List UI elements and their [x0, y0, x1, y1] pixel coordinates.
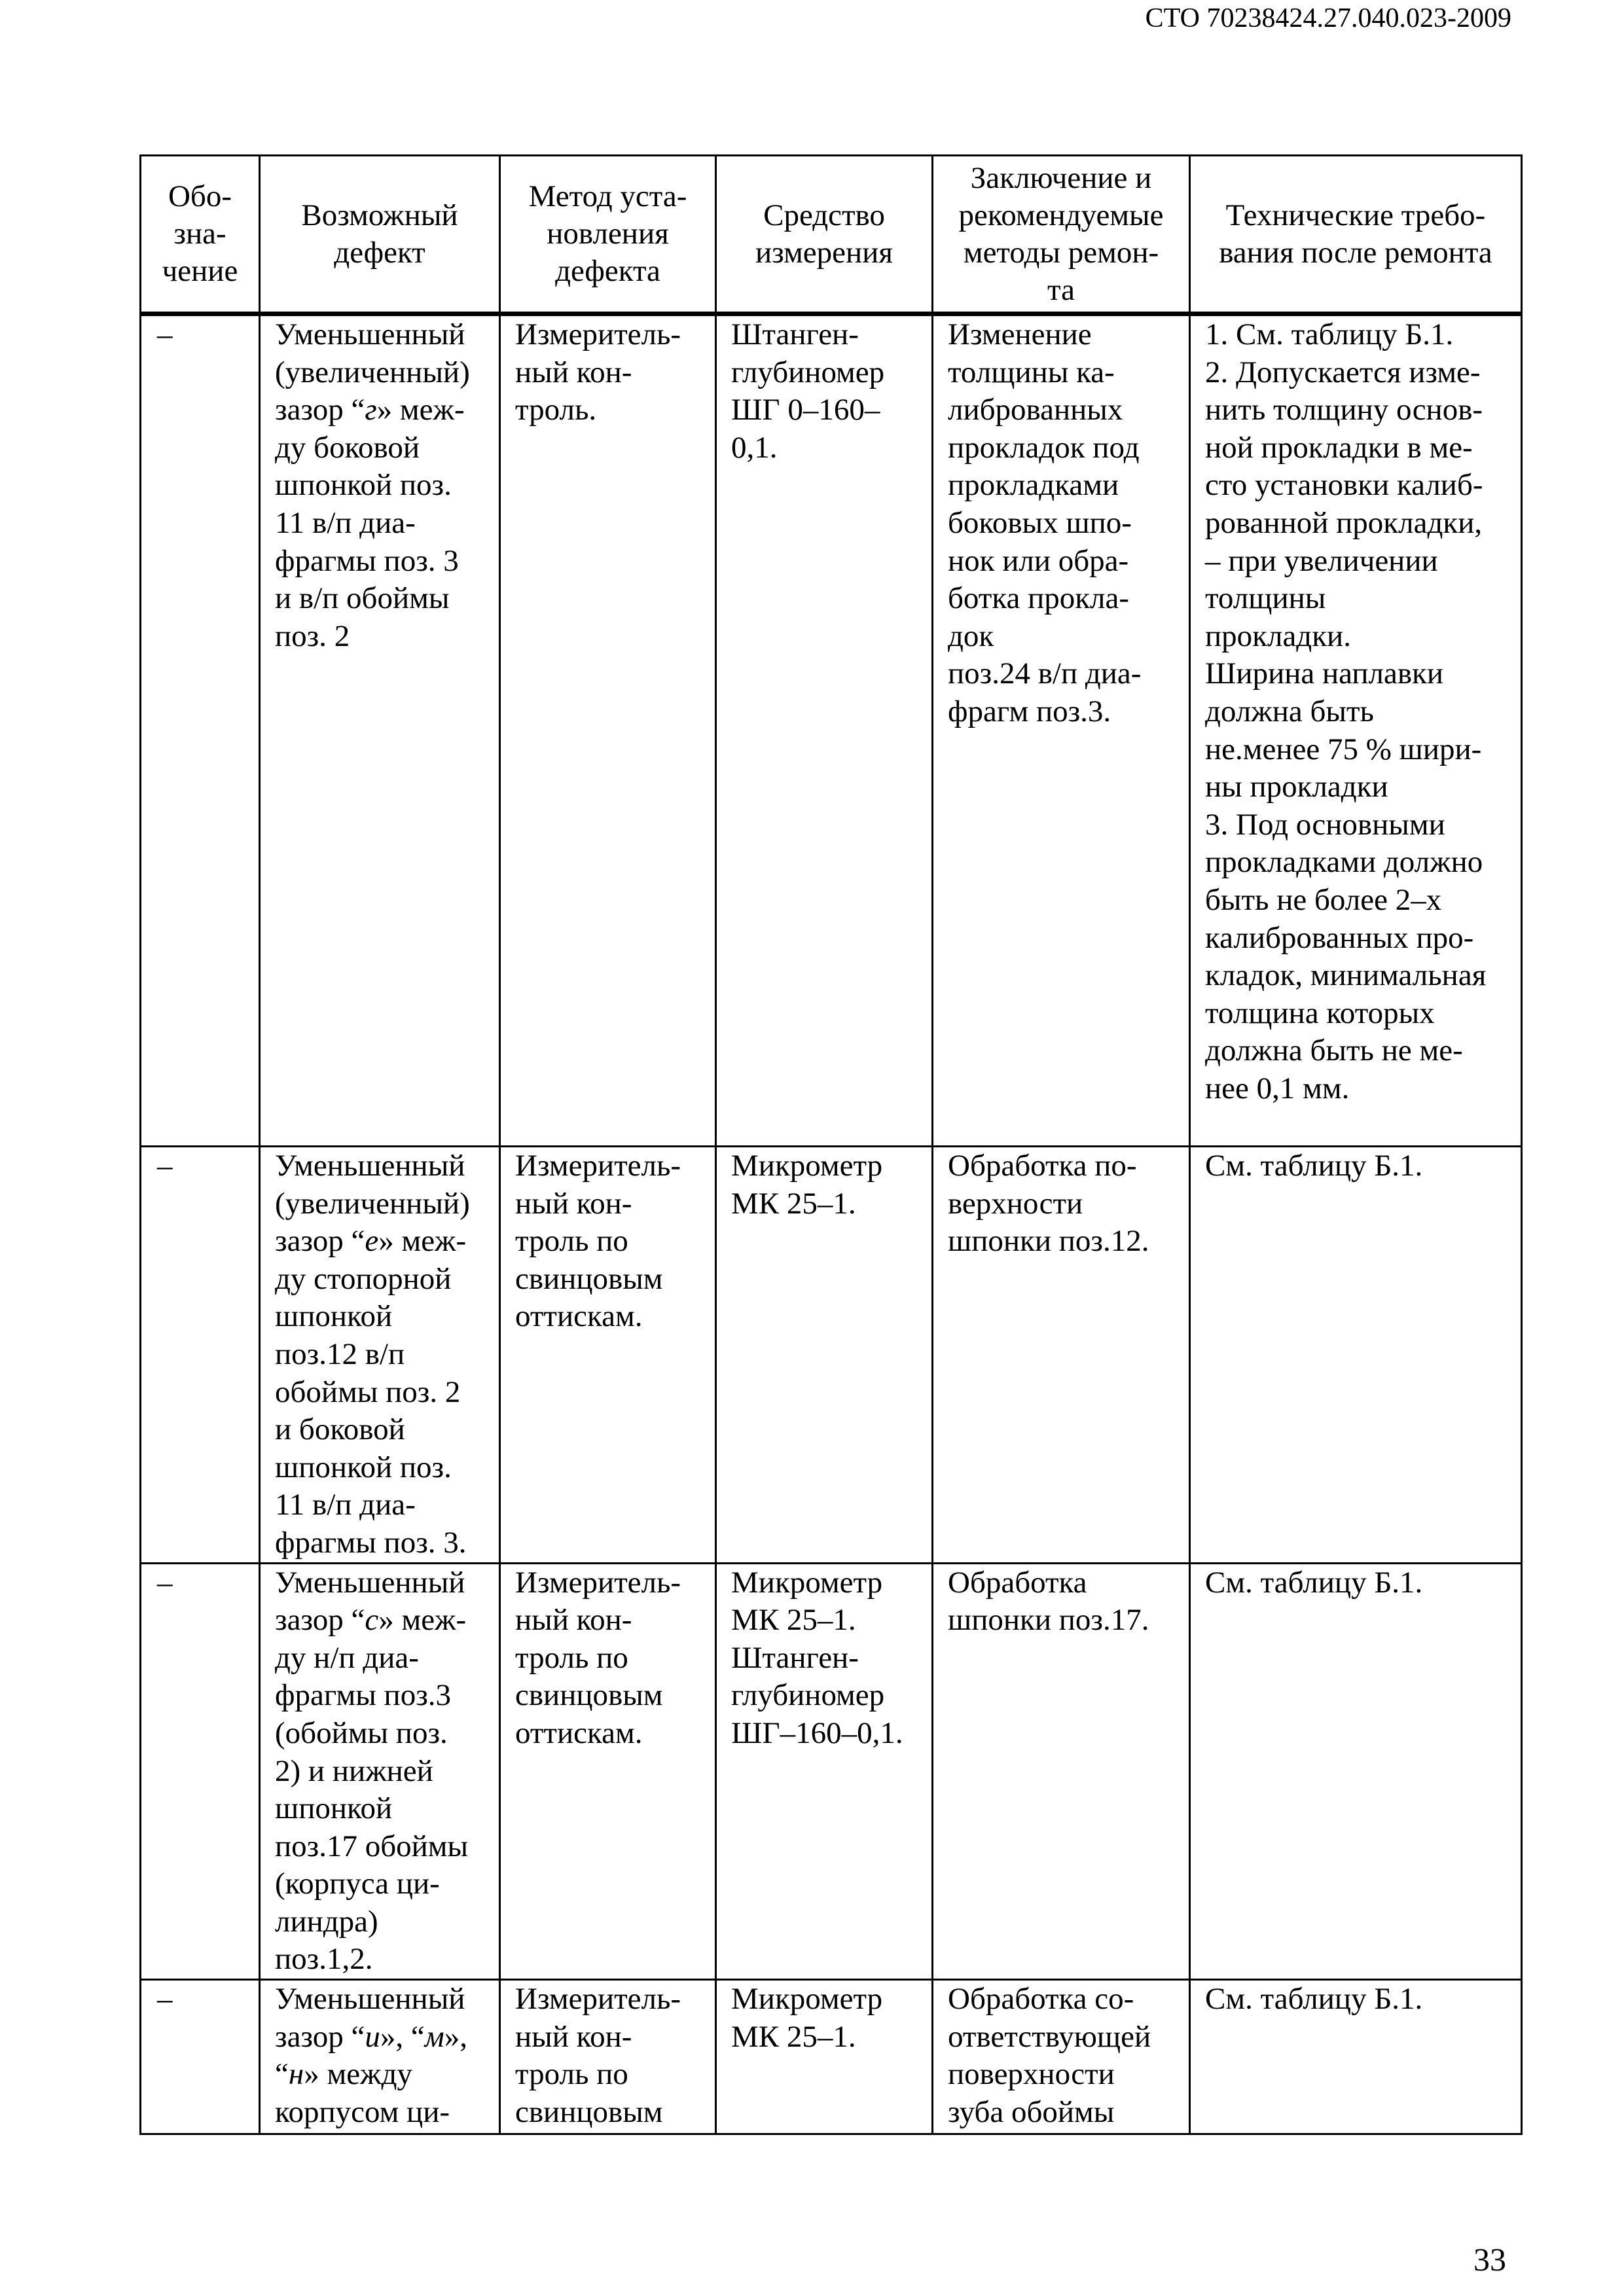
document-code: СТО 70238424.27.040.023-2009 — [1145, 3, 1511, 33]
page-number: 33 — [1473, 2241, 1506, 2278]
table-row — [141, 1980, 1522, 2134]
column-header-method: Метод уста- новления дефекта — [500, 156, 716, 314]
cell-conclusion: Обработка шпонки поз.17. — [933, 1563, 1190, 1980]
cell-designation: – — [141, 1563, 260, 1980]
cell-method: Измеритель- ный кон- троль по свинцовым оттискам. — [500, 1147, 716, 1564]
column-header-instrument: Средство измерения — [716, 156, 933, 314]
gap-letter: с — [365, 1603, 379, 1638]
cell-defect: Уменьшенный (увеличенный) зазор “г» меж- ду боковой шпонкой поз. 11 в/п диа- фрагмы поз. 3 и в/п обоймы поз. 2 — [260, 314, 500, 1147]
gap-letter: м — [424, 2019, 444, 2054]
cell-conclusion: Изменение толщины ка- либрованных прокладок под прокладками боковых шпо- нок или обра- ботка проклa- док поз.24 в/п диа- фрагм поз.3. — [933, 314, 1190, 1147]
cell-requirements: См. таблицу Б.1. — [1190, 1980, 1522, 2134]
cell-requirements: См. таблицу Б.1. — [1190, 1147, 1522, 1564]
table-row — [141, 314, 1522, 1147]
cell-conclusion: Обработка по- верхности шпонки поз.12. — [933, 1147, 1190, 1564]
gap-letter: е — [365, 1224, 379, 1259]
cell-method: Измеритель- ный кон- троль. — [500, 314, 716, 1147]
column-header-conclusion: Заключение и рекомендуемые методы ремон- та — [933, 156, 1190, 314]
table-row — [141, 1147, 1522, 1564]
cell-instrument: Микрометр МК 25–1. — [716, 1147, 933, 1564]
cell-designation: – — [141, 314, 260, 1147]
gap-letter: н — [288, 2057, 304, 2092]
cell-defect: Уменьшенный зазор “и», “м», “н» между корпусом ци- — [260, 1980, 500, 2134]
cell-requirements: 1. См. таблицу Б.1. 2. Допускается изме- нить толщину основ- ной прокладки в ме- сто установки калиб- рованной прокладки, – при увеличении толщины прокладки. Ширина наплавки должна быть не.менее 75 % шири- ны прокладки 3. Под основными прокладками должно быть не более 2–х калиброванных про- кладок, минимальная толщина которых должна быть не ме- нее 0,1 мм. — [1190, 314, 1522, 1147]
cell-method: Измеритель- ный кон- троль по свинцовым оттискам. — [500, 1563, 716, 1980]
column-header-designation: Обо- зна- чение — [141, 156, 260, 314]
gap-letter: и — [365, 2019, 380, 2054]
cell-defect: Уменьшенный зазор “с» меж- ду н/п диа- фрагмы поз.3 (обоймы поз. 2) и нижней шпонкой поз.17 обоймы (корпуса ци- линдра) поз.1,2. — [260, 1563, 500, 1980]
cell-designation: – — [141, 1147, 260, 1564]
gap-letter: г — [365, 393, 377, 427]
cell-instrument: Штанген- глубиномер ШГ 0–160– 0,1. — [716, 314, 933, 1147]
table-header-row — [141, 156, 1522, 314]
defects-table — [139, 154, 1523, 2135]
table-row — [141, 1563, 1522, 1980]
column-header-defect: Возможный дефект — [260, 156, 500, 314]
cell-instrument: Микрометр МК 25–1. — [716, 1980, 933, 2134]
cell-defect: Уменьшенный (увеличенный) зазор “е» меж- ду стопорной шпонкой поз.12 в/п обоймы поз. 2 и боковой шпонкой поз. 11 в/п диа- фрагмы поз. 3. — [260, 1147, 500, 1564]
cell-instrument: Микрометр МК 25–1. Штанген- глубиномер ШГ–160–0,1. — [716, 1563, 933, 1980]
cell-requirements: См. таблицу Б.1. — [1190, 1563, 1522, 1980]
cell-designation: – — [141, 1980, 260, 2134]
cell-conclusion: Обработка со- ответствующей поверхности зуба обоймы — [933, 1980, 1190, 2134]
cell-method: Измеритель- ный кон- троль по свинцовым — [500, 1980, 716, 2134]
column-header-requirements: Технические требо- вания после ремонта — [1190, 156, 1522, 314]
